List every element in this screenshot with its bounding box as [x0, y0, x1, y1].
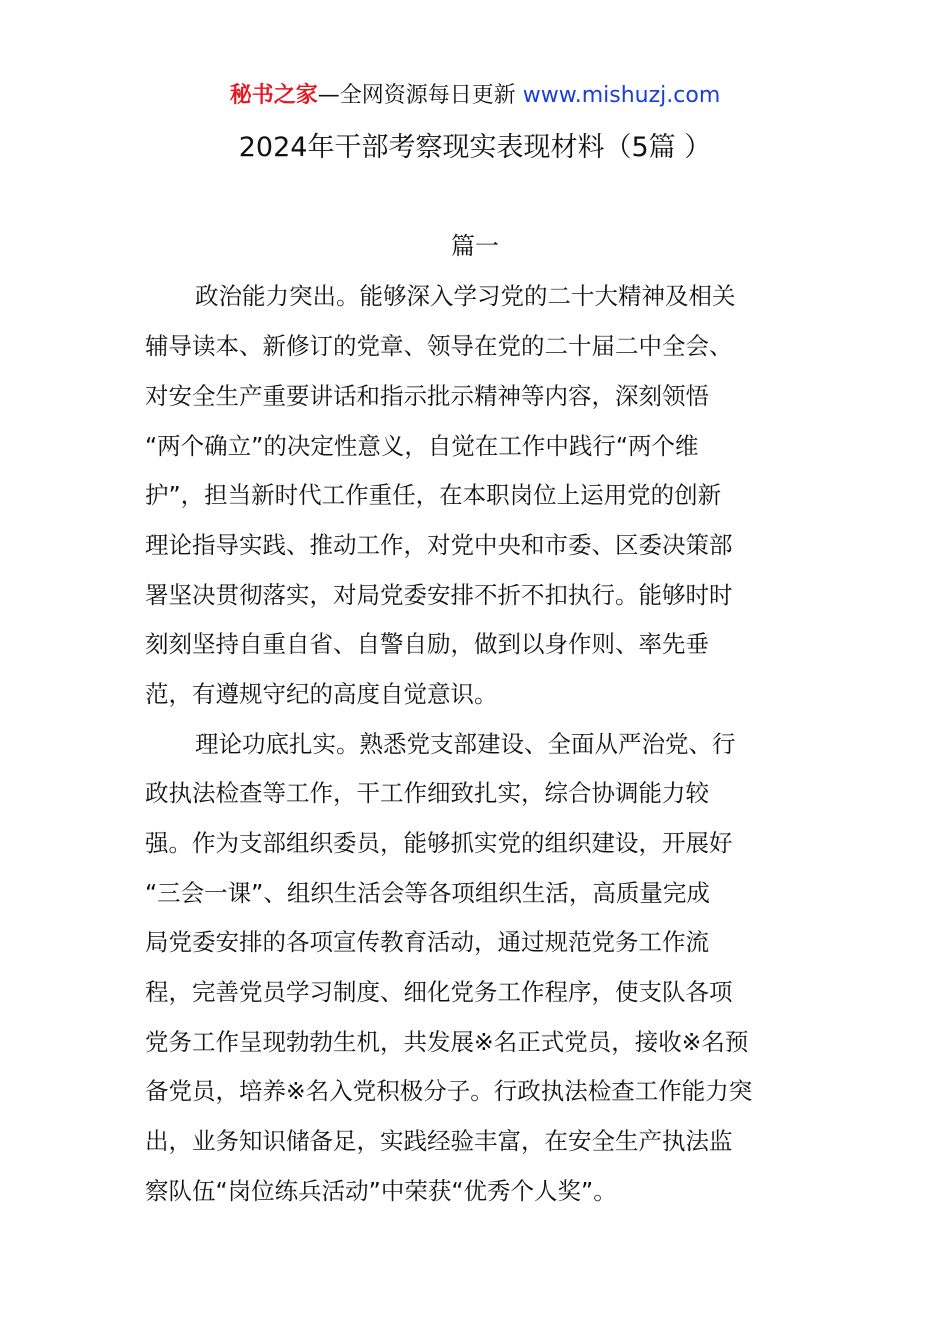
- paragraph-line: 刻刻坚持自重自省、自警自励，做到以身作则、率先垂: [145, 630, 709, 658]
- paragraph-line: 备党员，培养※名入党积极分子。行政执法检查工作能力突: [145, 1077, 753, 1105]
- paragraph-line: 范，有遵规守纪的高度自觉意识。: [145, 680, 498, 708]
- site-url-link[interactable]: www.mishuzj.com: [522, 83, 721, 108]
- paragraph-line: 署坚决贯彻落实，对局党委安排不折不扣执行。能够时时: [145, 581, 733, 609]
- header-tagline: —全网资源每日更新: [317, 83, 516, 108]
- site-header: [0, 80, 950, 112]
- paragraph-line: 辅导读本、新修订的党章、领导在党的二十届二中全会、: [145, 332, 733, 360]
- paragraph-line: 出，业务知识储备足，实践经验丰富，在安全生产执法监: [145, 1127, 733, 1155]
- paragraph-line: 程，完善党员学习制度、细化党务工作程序，使支队各项: [145, 978, 733, 1006]
- paragraph-line: “三会一课”、组织生活会等各项组织生活，高质量完成: [145, 879, 710, 907]
- paragraph-line: 局党委安排的各项宣传教育活动，通过规范党务工作流: [145, 928, 709, 956]
- paragraph-line: 政治能力突出。能够深入学习党的二十大精神及相关: [195, 282, 736, 310]
- paragraph-line: 理论指导实践、推动工作，对党中央和市委、区委决策部: [145, 531, 733, 559]
- paragraph-line: 理论功底扎实。熟悉党支部建设、全面从严治党、行: [195, 730, 736, 758]
- paragraph-line: 护”，担当新时代工作重任，在本职岗位上运用党的创新: [145, 481, 722, 509]
- paragraph-line: 政执法检查等工作，干工作细致扎实，综合协调能力较: [145, 779, 709, 807]
- brand-name: 秘书之家: [229, 83, 318, 108]
- paragraph-line: 察队伍“岗位练兵活动”中荣获“优秀个人奖”。: [145, 1177, 617, 1205]
- document-title: 2024年干部考察现实表现材料（5篇 ）: [238, 132, 712, 163]
- paragraph-line: “两个确立”的决定性意义，自觉在工作中践行“两个维: [145, 432, 699, 460]
- paragraph-line: 党务工作呈现勃勃生机，共发展※名正式党员，接收※名预: [145, 1028, 749, 1056]
- section-heading: 篇一: [451, 232, 499, 260]
- paragraph-line: 强。作为支部组织委员，能够抓实党的组织建设，开展好: [145, 829, 733, 857]
- paragraph-line: 对安全生产重要讲话和指示批示精神等内容，深刻领悟: [145, 382, 709, 410]
